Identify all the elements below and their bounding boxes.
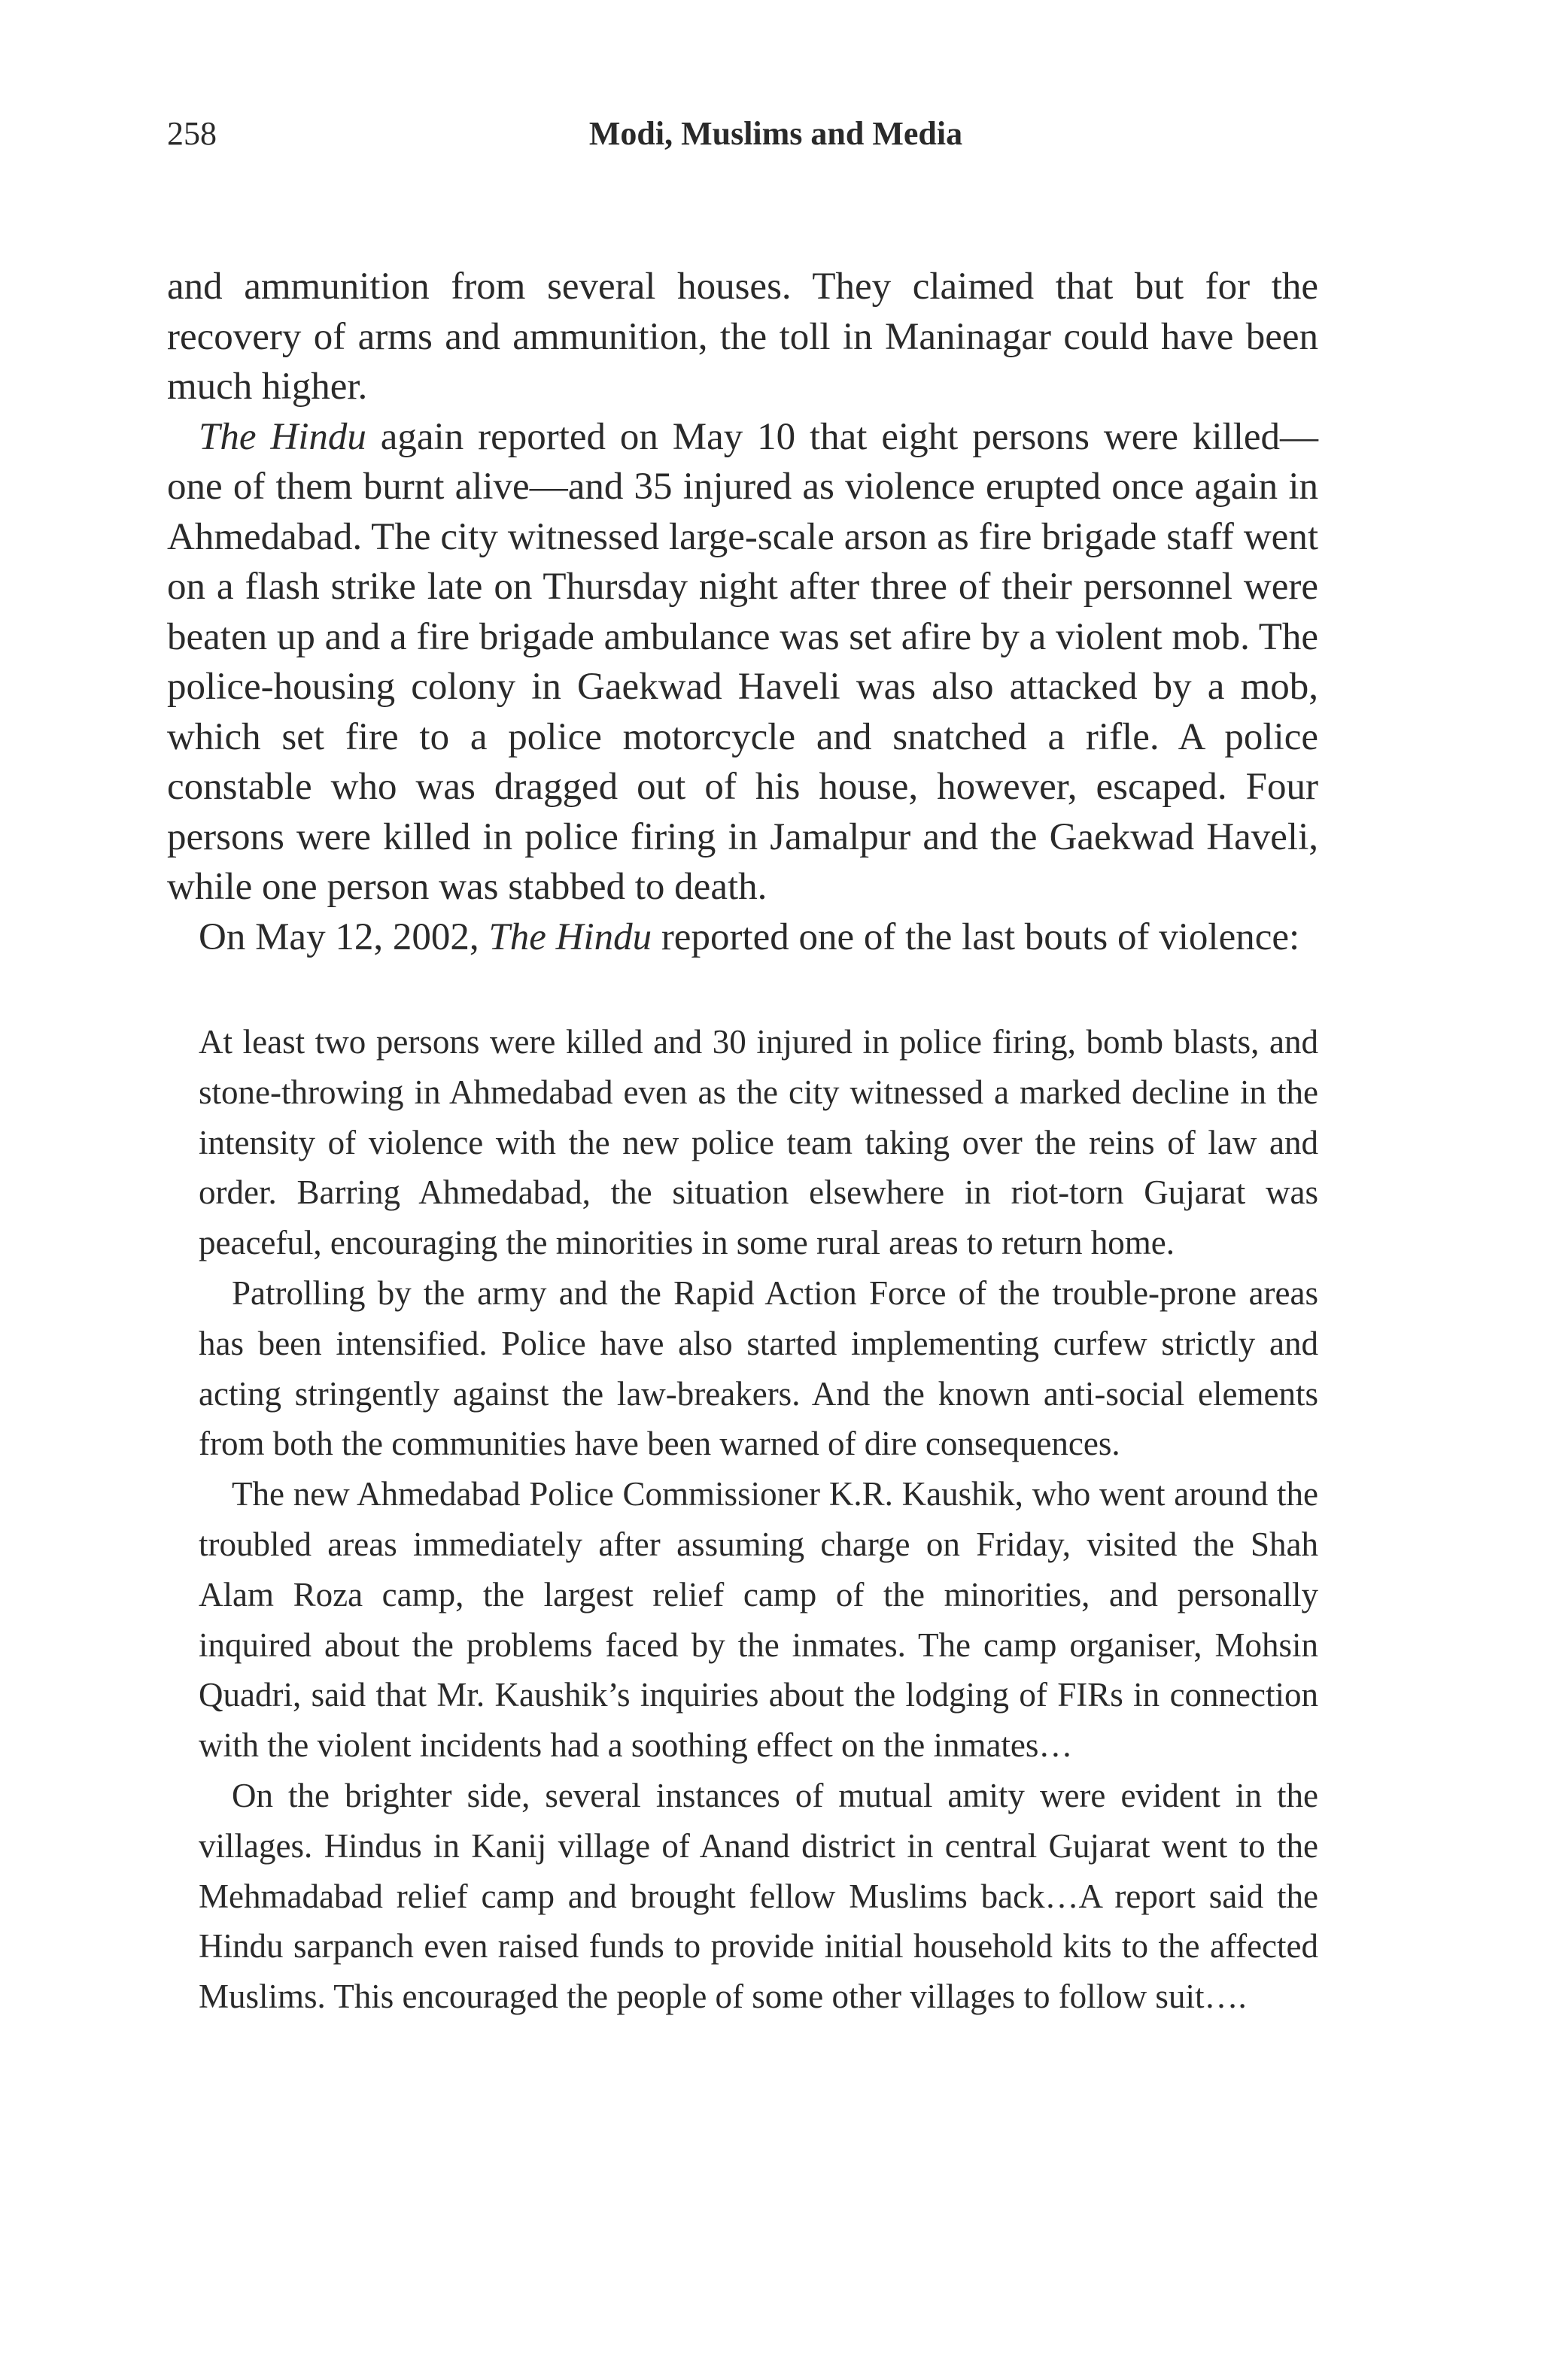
publication-title: The Hindu: [488, 915, 652, 958]
page-number: 258: [167, 115, 217, 152]
block-quote: [199, 1017, 1318, 2022]
running-head: [167, 114, 1320, 159]
paragraph-3: [167, 912, 1318, 963]
quote-paragraph-1: At least two persons were killed and 30 injured in police firing, bomb blasts, and stone-throwing in Ahmedabad even as the city witnessed a marked decline in the intensity of violence with the new police team taking over the reins of law and order. Barring Ahmedabad, the situation elsewhere in riot-torn Gujarat was peaceful, encouraging the minorities in some rural areas to return home.: [199, 1023, 1318, 1262]
publication-title: The Hindu: [199, 415, 366, 458]
paragraph-2: [167, 412, 1318, 912]
body-text: [167, 262, 1318, 962]
paragraph-1: and ammunition from several houses. They claimed that but for the recovery of arms and ammunition, the toll in Maninagar could have been much higher.: [167, 266, 1318, 408]
quote-paragraph-2: Patrolling by the army and the Rapid Action Force of the trouble-prone areas has been intensified. Police have also started implementing curfew strictly and acting stringently against the law-breakers. And the known anti-social elements from both the communities have been warned of dire consequences.: [199, 1273, 1318, 1463]
running-title: Modi, Muslims and Media: [588, 115, 963, 152]
paragraph-3-tail: reported one of the last bouts of violence:: [652, 915, 1300, 958]
paragraph-3-lead: On May 12, 2002,: [199, 915, 489, 958]
quote-paragraph-3: The new Ahmedabad Police Commissioner K.R. Kaushik, who went around the troubled areas immediately after assuming charge on Friday, visited the Shah Alam Roza camp, the largest relief camp of the minorities, and personally inquired about the problems faced by the inmates. The camp organiser, Mohsin Quadri, said that Mr. Kaushik’s inquiries about the lodging of FIRs in connection with the violent incidents had a soothing effect on the inmates…: [199, 1475, 1318, 1765]
quote-paragraph-4: On the brighter side, several instances of mutual amity were evident in the villages. Hindus in Kanij village of Anand district in central Gujarat went to the Mehmadabad relief camp and brought fellow Muslims back…A report said the Hindu sarpanch even raised funds to provide initial household kits to the affected Muslims. This encouraged the people of some other villages to follow suit….: [199, 1776, 1318, 2016]
paragraph-2-text: again reported on May 10 that eight persons were killed—one of them burnt alive—and 35 injured as violence erupted once again in Ahmedabad. The city witnessed large-scale arson as fire brigade staff went on a flash strike late on Thursday night after three of their personnel were beaten up and a fire brigade ambulance was set afire by a violent mob. The police-housing colony in Gaekwad Haveli was also attacked by a mob, which set fire to a police motorcycle and snatched a rifle. A police constable who was dragged out of his house, however, escaped. Four persons were killed in police firing in Jamalpur and the Gaekwad Haveli, while one person was stabbed to death.: [167, 415, 1318, 908]
